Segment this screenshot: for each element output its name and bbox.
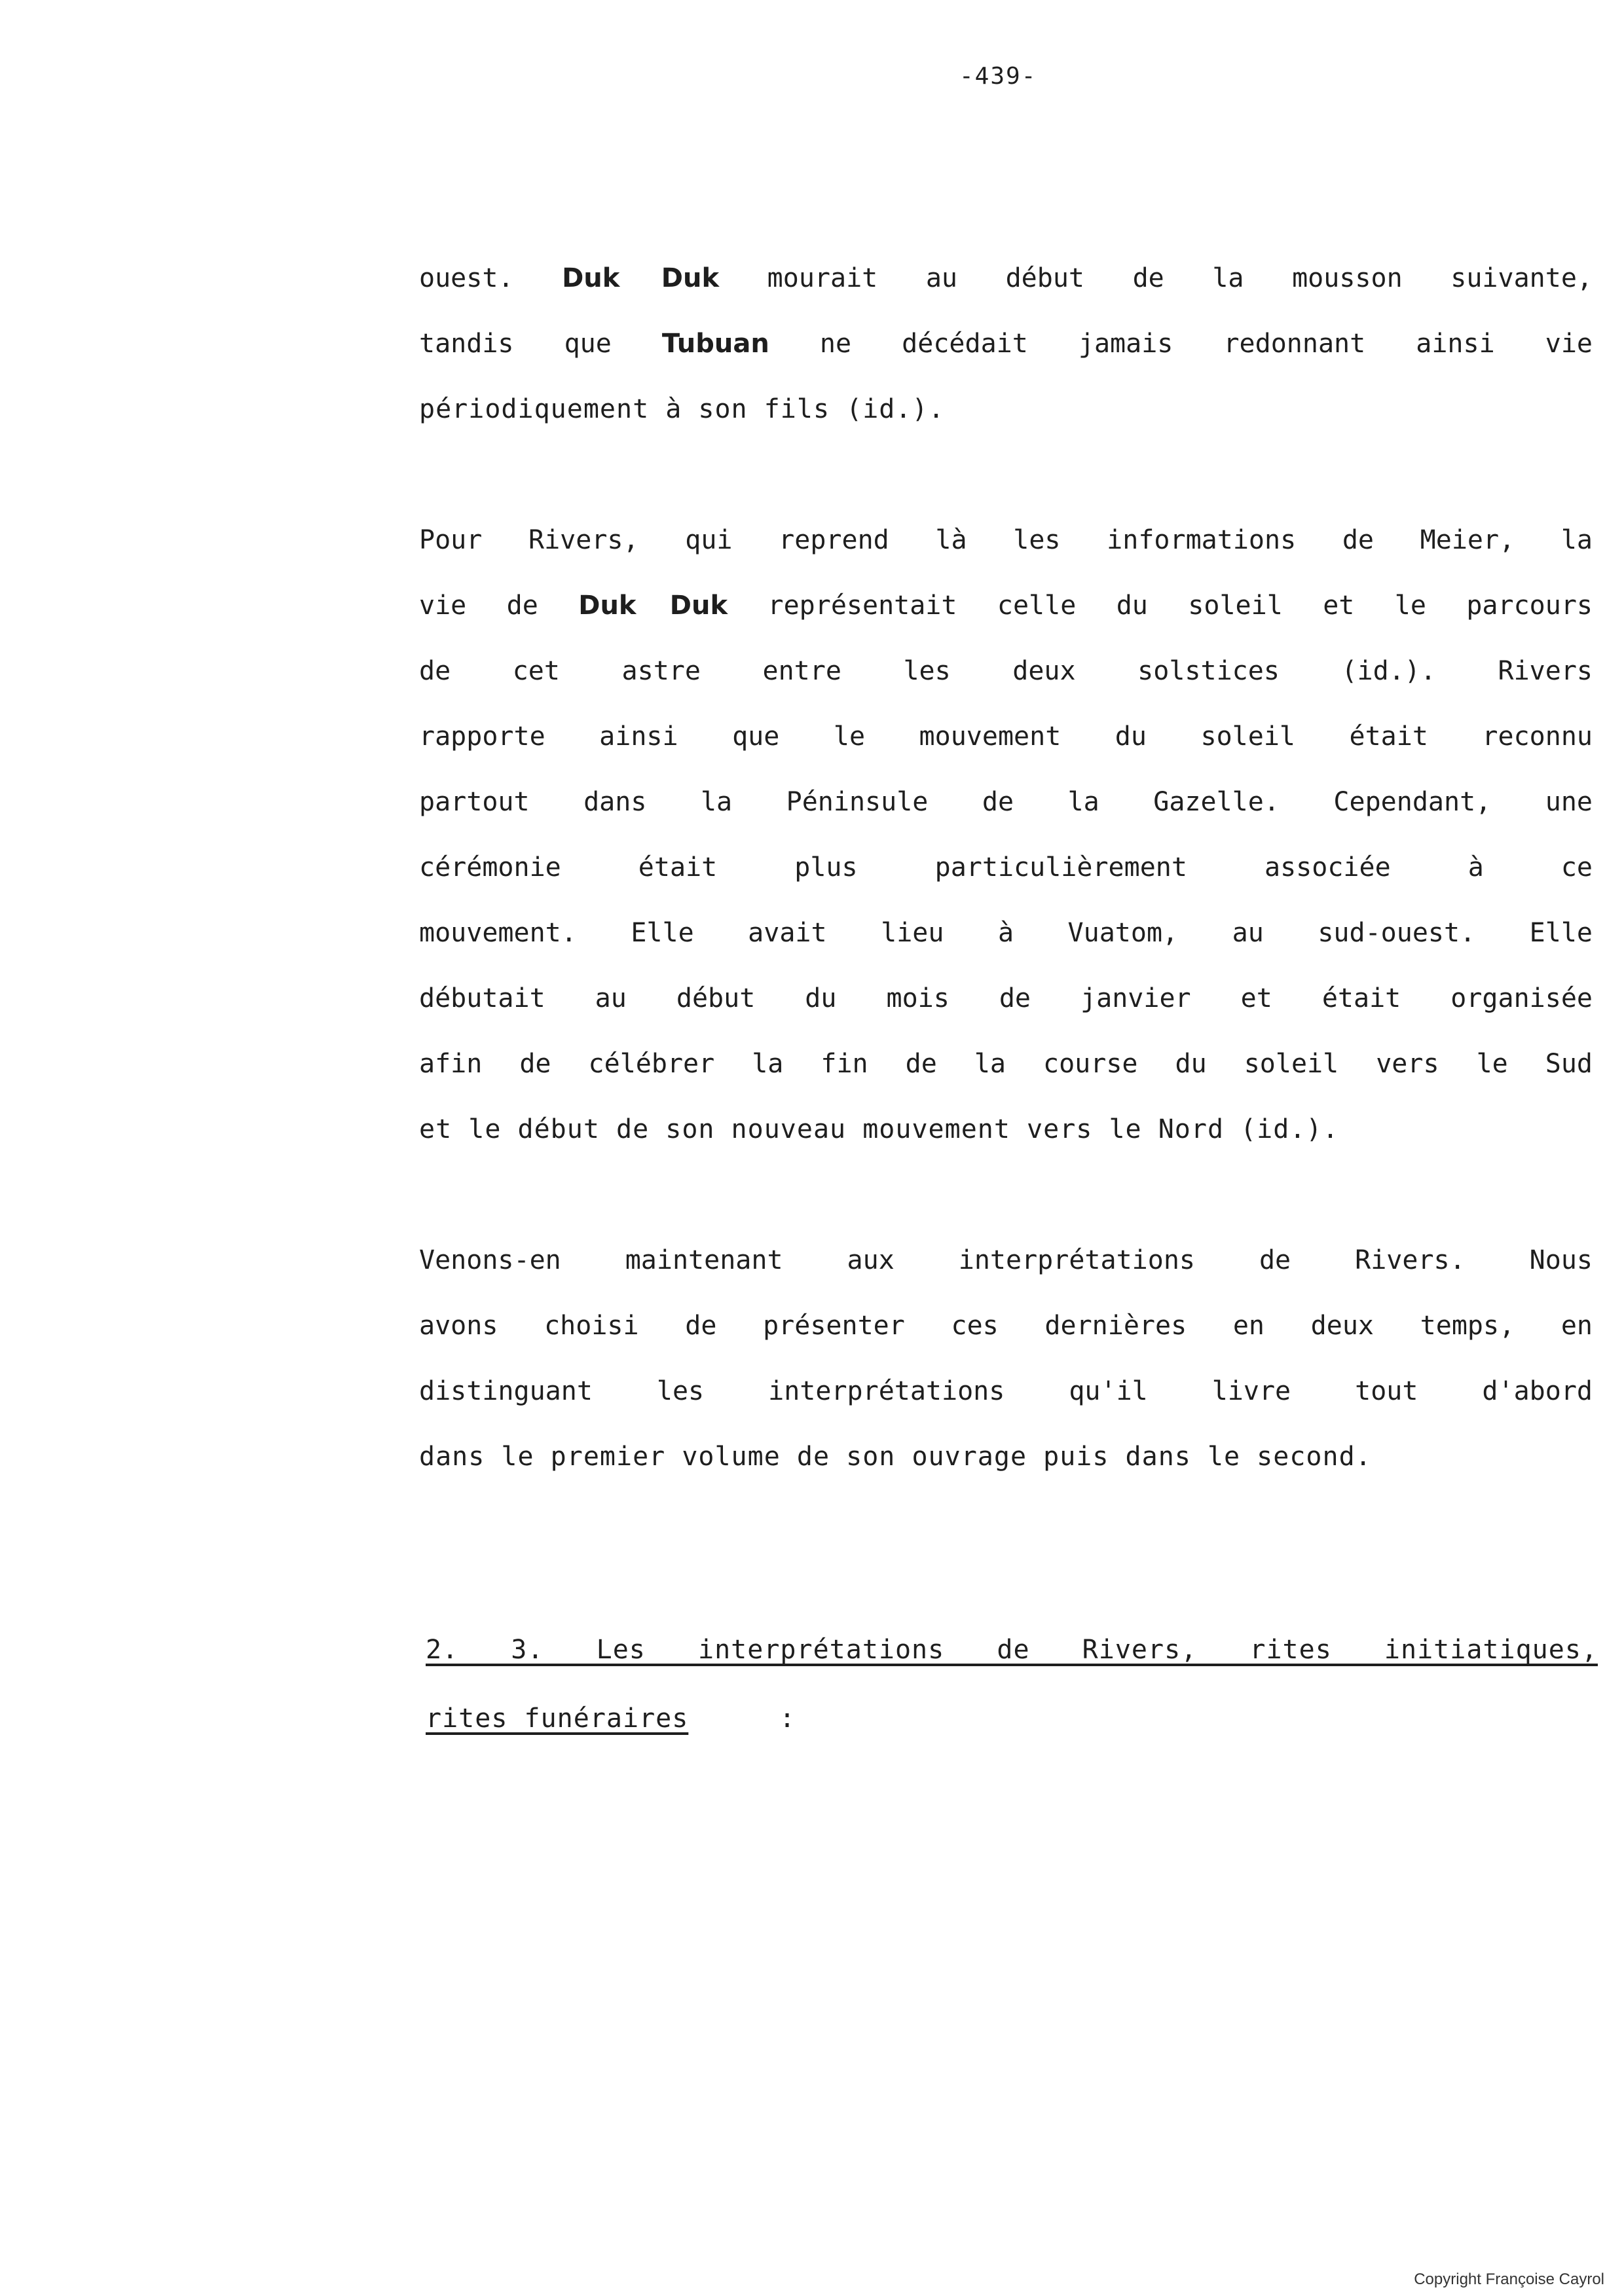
text-line [419, 1440, 1593, 1473]
text-segment: ouest. [419, 263, 563, 293]
text-segment: afin de célébrer la fin de la course du soleil vers le Sud [419, 1049, 1593, 1079]
text-segment: rapporte ainsi que le mouvement du soleil était reconnu [419, 721, 1593, 752]
text-segment: Venons-en maintenant aux interprétations de Rivers. Nous [419, 1245, 1593, 1275]
text-line [419, 917, 1593, 949]
copyright-notice: Copyright Françoise Cayrol [1414, 2270, 1604, 2288]
text-line [419, 1309, 1593, 1342]
text-line [419, 1048, 1593, 1080]
text-line [419, 589, 1593, 622]
text-segment: ne décédait jamais redonnant ainsi vie [769, 329, 1593, 359]
text-line [419, 1113, 1593, 1146]
text-segment: débutait au début du mois de janvier et était organisée [419, 983, 1593, 1013]
text-segment: avons choisi de présenter ces dernières en deux temps, en [419, 1311, 1593, 1341]
text-line [419, 982, 1593, 1015]
text-segment: tandis que [419, 329, 662, 359]
text-line [419, 720, 1593, 753]
text-segment: Pour Rivers, qui reprend là les informations de Meier, la [419, 525, 1593, 555]
text-segment: dans le premier volume de son ouvrage puis dans le second. [419, 1442, 1372, 1472]
page-number: -439- [959, 63, 1037, 90]
text-line [419, 327, 1593, 360]
text-line [419, 262, 1593, 295]
text-segment: représentait celle du soleil et le parcours [728, 591, 1593, 621]
text-line [419, 524, 1593, 556]
text-segment: distinguant les interprétations qu'il livre tout d'abord [419, 1376, 1593, 1406]
text-segment: mourait au début de la mousson suivante, [719, 263, 1593, 293]
text-segment: mouvement. Elle avait lieu à Vuatom, au sud-ouest. Elle [419, 918, 1593, 948]
text-segment: et le début de son nouveau mouvement vers le Nord (id.). [419, 1114, 1339, 1144]
text-segment: de cet astre entre les deux solstices (id.). Rivers [419, 656, 1593, 686]
text-line [419, 786, 1593, 818]
heading-colon: : [779, 1704, 796, 1734]
bold-term: Duk Duk [562, 263, 720, 293]
text-segment: cérémonie était plus particulièrement associée à ce [419, 852, 1593, 883]
bold-term: Duk Duk [578, 591, 728, 621]
bold-term: Tubuan [661, 329, 769, 359]
section-heading-line-1: 2. 3. Les interprétations de Rivers, rites initiatiques, [426, 1635, 1598, 1665]
text-line [419, 851, 1593, 884]
text-line [419, 1375, 1593, 1408]
section-heading-line-2: rites funéraires [426, 1704, 689, 1734]
text-line [419, 1244, 1593, 1277]
text-line [419, 655, 1593, 687]
text-segment: partout dans la Péninsule de la Gazelle. Cependant, une [419, 787, 1593, 817]
text-line [419, 393, 1593, 426]
text-segment: périodiquement à son fils (id.). [419, 394, 945, 424]
text-segment: vie de [419, 591, 579, 621]
